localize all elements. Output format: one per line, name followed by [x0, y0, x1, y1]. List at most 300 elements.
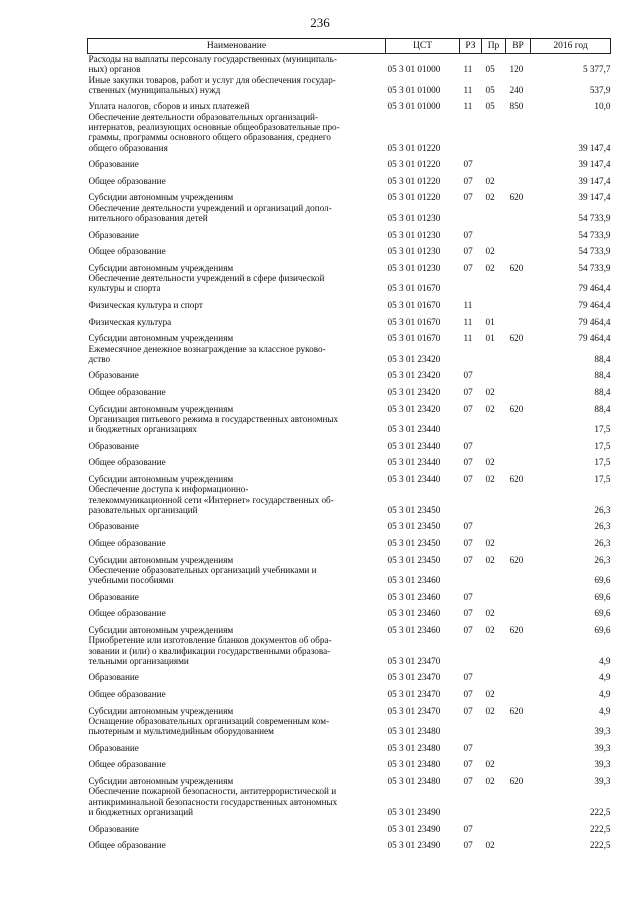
row-vr: 620	[509, 473, 524, 484]
row-amount: 5 377,7	[582, 64, 611, 75]
row-amount: 39 147,4	[578, 192, 611, 203]
row-pr	[482, 273, 506, 294]
row-rz: 07	[463, 759, 473, 770]
row-pr	[482, 153, 506, 170]
row-cst: 05 3 01 23470	[387, 655, 441, 666]
row-cst: 05 3 01 01220	[387, 142, 441, 153]
row-pr: 02	[485, 246, 495, 257]
row-pr: 02	[485, 175, 495, 186]
row-vr	[506, 153, 531, 170]
row-name	[88, 414, 386, 435]
table-row	[88, 153, 611, 170]
row-vr	[506, 737, 531, 754]
row-pr	[482, 364, 506, 381]
row-rz: 07	[463, 840, 473, 851]
row-pr: 02	[485, 608, 495, 619]
table-row	[88, 294, 611, 311]
row-name	[88, 666, 386, 683]
row-name	[88, 294, 386, 311]
row-rz: 07	[463, 521, 473, 532]
row-amount: 17,5	[594, 424, 611, 435]
row-name	[88, 515, 386, 532]
row-pr: 02	[485, 840, 495, 851]
row-amount: 4,9	[599, 689, 611, 700]
row-amount: 69,6	[594, 575, 611, 586]
row-name-line: Общее образование	[88, 386, 166, 397]
row-rz: 07	[463, 440, 473, 451]
row-name	[88, 240, 386, 257]
row-name	[88, 186, 386, 203]
row-vr	[506, 484, 531, 515]
row-amount: 79 464,4	[578, 283, 611, 294]
row-rz	[460, 203, 482, 224]
row-cst: 05 3 01 23440	[387, 440, 441, 451]
row-cst: 05 3 01 23490	[387, 823, 441, 834]
table-row	[88, 327, 611, 344]
row-pr: 02	[485, 689, 495, 700]
row-cst: 05 3 01 23480	[387, 726, 441, 737]
row-pr	[482, 635, 506, 666]
row-name-line: Обеспечение пожарной безопасности, антитеррористической и	[88, 786, 337, 797]
row-vr	[506, 310, 531, 327]
row-vr	[506, 434, 531, 451]
row-rz: 07	[463, 608, 473, 619]
row-name	[88, 112, 386, 153]
table-row	[88, 532, 611, 549]
row-pr: 02	[485, 759, 495, 770]
row-name-line: Общее образование	[88, 689, 166, 700]
row-rz	[460, 635, 482, 666]
row-pr: 02	[485, 403, 495, 414]
row-cst: 05 3 01 23460	[387, 625, 441, 635]
table-row	[88, 683, 611, 700]
row-name-line: Общее образование	[88, 759, 166, 770]
row-amount: 88,4	[594, 370, 611, 381]
row-amount: 54 733,9	[578, 229, 611, 240]
row-amount: 79 464,4	[578, 333, 611, 344]
row-amount: 26,3	[594, 521, 611, 532]
row-amount: 222,5	[589, 840, 611, 851]
row-amount: 69,6	[594, 608, 611, 619]
row-rz	[460, 786, 482, 817]
row-vr	[506, 240, 531, 257]
row-pr: 02	[485, 705, 495, 716]
row-name	[88, 153, 386, 170]
row-amount: 39 147,4	[578, 175, 611, 186]
row-name	[88, 223, 386, 240]
row-pr: 02	[485, 262, 495, 273]
row-name	[88, 716, 386, 737]
row-name-line: Организация питьевого режима в государственных автономных	[88, 413, 339, 424]
table-row	[88, 666, 611, 683]
row-amount: 537,9	[589, 84, 611, 95]
row-rz: 11	[463, 300, 473, 311]
row-rz	[460, 716, 482, 737]
table-row	[88, 223, 611, 240]
row-rz: 07	[463, 229, 473, 240]
row-name-line: Образование	[88, 159, 139, 170]
row-vr: 120	[509, 64, 524, 75]
row-name	[88, 699, 386, 716]
row-name-line: телекоммуникационной сети «Интернет» государственных об-	[88, 494, 334, 505]
row-amount: 26,3	[594, 504, 611, 515]
row-rz: 11	[463, 84, 473, 95]
table-row	[88, 257, 611, 274]
row-vr: 620	[509, 705, 524, 716]
row-cst: 05 3 01 01000	[387, 101, 441, 112]
row-amount: 39,3	[594, 776, 611, 787]
row-pr: 02	[485, 776, 495, 787]
row-name-line: Образование	[88, 229, 139, 240]
row-cst: 05 3 01 01220	[387, 175, 441, 186]
row-name-line: Субсидии автономным учреждениям	[88, 473, 234, 484]
row-cst: 05 3 01 23460	[387, 591, 441, 602]
row-pr	[482, 586, 506, 603]
row-vr: 620	[509, 192, 524, 203]
table-row	[88, 515, 611, 532]
row-rz: 07	[463, 538, 473, 549]
row-cst: 05 3 01 01000	[387, 64, 441, 75]
row-pr: 05	[485, 64, 495, 75]
row-cst: 05 3 01 23450	[387, 504, 441, 515]
row-amount: 10,0	[594, 101, 611, 112]
row-rz	[460, 112, 482, 153]
row-rz: 07	[463, 705, 473, 716]
row-pr	[482, 112, 506, 153]
row-pr: 01	[485, 316, 495, 327]
row-rz: 11	[463, 333, 473, 344]
row-name	[88, 635, 386, 666]
row-name	[88, 203, 386, 224]
row-vr	[506, 344, 531, 365]
row-cst: 05 3 01 23470	[387, 672, 441, 683]
row-cst: 05 3 01 23440	[387, 424, 441, 435]
row-name-line: Образование	[88, 591, 139, 602]
table-row	[88, 381, 611, 398]
row-cst: 05 3 01 23480	[387, 742, 441, 753]
row-pr	[482, 344, 506, 365]
row-amount: 26,3	[594, 538, 611, 549]
row-vr	[506, 753, 531, 770]
row-vr	[506, 602, 531, 619]
table-row	[88, 586, 611, 603]
table-row	[88, 54, 611, 75]
row-amount: 79 464,4	[578, 316, 611, 327]
row-vr	[506, 381, 531, 398]
row-rz	[460, 565, 482, 586]
row-pr: 01	[485, 333, 495, 344]
row-amount: 69,6	[594, 591, 611, 602]
row-name-line: пьютерным и мультимедийным оборудованием	[88, 726, 274, 737]
row-cst: 05 3 01 01220	[387, 159, 441, 170]
table-row	[88, 770, 611, 787]
row-vr: 620	[509, 333, 524, 344]
table-row	[88, 344, 611, 365]
row-pr	[482, 434, 506, 451]
row-rz: 07	[463, 473, 473, 484]
row-rz: 07	[463, 370, 473, 381]
table-row	[88, 565, 611, 586]
row-name-line: граммы, программы основного общего образования, среднего	[88, 132, 332, 143]
row-cst: 05 3 01 01670	[387, 300, 441, 311]
row-amount: 17,5	[594, 457, 611, 468]
row-rz: 07	[463, 403, 473, 414]
row-pr: 05	[485, 101, 495, 112]
table-row	[88, 619, 611, 636]
row-cst: 05 3 01 23440	[387, 457, 441, 468]
row-cst: 05 3 01 23490	[387, 840, 441, 851]
row-pr	[482, 203, 506, 224]
row-pr: 02	[485, 386, 495, 397]
row-rz: 07	[463, 246, 473, 257]
row-rz: 07	[463, 386, 473, 397]
header-pr: Пр	[482, 39, 506, 54]
row-amount: 222,5	[589, 823, 611, 834]
row-pr: 02	[485, 538, 495, 549]
header-year: 2016 год	[531, 39, 611, 54]
row-name-line: Субсидии автономным учреждениям	[88, 333, 234, 344]
row-pr	[482, 294, 506, 311]
row-name	[88, 344, 386, 365]
row-name-line: Образование	[88, 521, 139, 532]
table-row	[88, 451, 611, 468]
row-vr	[506, 414, 531, 435]
row-cst: 05 3 01 01670	[387, 283, 441, 294]
row-name-line: Обеспечение деятельности образовательных организаций-	[88, 111, 319, 122]
row-name-line: Обеспечение деятельности учреждений и организаций допол-	[88, 202, 332, 213]
row-name-line: Субсидии автономным учреждениям	[88, 776, 234, 787]
row-name-line: Обеспечение образовательных организаций учебниками и	[88, 564, 317, 575]
row-name-line: Приобретение или изготовление бланков документов об обра-	[88, 635, 332, 646]
row-vr: 620	[509, 625, 524, 635]
row-vr	[506, 451, 531, 468]
row-amount: 17,5	[594, 473, 611, 484]
row-amount: 17,5	[594, 440, 611, 451]
row-rz: 07	[463, 742, 473, 753]
row-name-line: и бюджетных организаций	[88, 806, 194, 817]
row-cst: 05 3 01 23460	[387, 608, 441, 619]
row-name	[88, 397, 386, 414]
row-name	[88, 484, 386, 515]
row-name-line: Общее образование	[88, 457, 166, 468]
row-name-line: Субсидии автономным учреждениям	[88, 625, 234, 635]
row-name-line: зовании и (или) о квалификации государственными образова-	[88, 645, 331, 656]
row-name-line: Образование	[88, 370, 139, 381]
row-amount: 88,4	[594, 403, 611, 414]
table-row	[88, 414, 611, 435]
row-vr	[506, 786, 531, 817]
row-name-line: Субсидии автономным учреждениям	[88, 403, 234, 414]
row-vr	[506, 294, 531, 311]
row-amount: 39,3	[594, 742, 611, 753]
row-name	[88, 532, 386, 549]
row-vr	[506, 716, 531, 737]
row-rz: 11	[463, 101, 473, 112]
table-row	[88, 548, 611, 565]
row-rz: 07	[463, 159, 473, 170]
row-amount: 54 733,9	[578, 262, 611, 273]
row-rz: 07	[463, 625, 473, 635]
row-name	[88, 737, 386, 754]
row-name-line: Образование	[88, 672, 139, 683]
row-name	[88, 602, 386, 619]
row-name-line: Субсидии автономным учреждениям	[88, 705, 234, 716]
header-rz: РЗ	[460, 39, 482, 54]
table-row	[88, 273, 611, 294]
row-vr	[506, 112, 531, 153]
table-row	[88, 716, 611, 737]
row-cst: 05 3 01 23450	[387, 554, 441, 565]
row-pr: 02	[485, 192, 495, 203]
row-name	[88, 257, 386, 274]
row-vr: 620	[509, 262, 524, 273]
table-body	[88, 54, 611, 851]
row-pr	[482, 223, 506, 240]
table-row	[88, 786, 611, 817]
row-name-line: Расходы на выплаты персоналу государственных (муниципаль-	[88, 54, 337, 64]
row-name	[88, 786, 386, 817]
row-amount: 26,3	[594, 554, 611, 565]
row-pr: 02	[485, 625, 495, 635]
row-vr	[506, 635, 531, 666]
table-row	[88, 434, 611, 451]
row-name-line: Ежемесячное денежное вознаграждение за классное руково-	[88, 343, 326, 354]
table-row	[88, 699, 611, 716]
row-rz	[460, 273, 482, 294]
row-amount: 54 733,9	[578, 213, 611, 224]
row-amount: 39,3	[594, 759, 611, 770]
row-amount: 79 464,4	[578, 300, 611, 311]
table-row	[88, 364, 611, 381]
row-name	[88, 834, 386, 851]
row-rz: 07	[463, 554, 473, 565]
row-cst: 05 3 01 23470	[387, 705, 441, 716]
row-vr	[506, 203, 531, 224]
row-name	[88, 468, 386, 485]
row-name	[88, 548, 386, 565]
row-name	[88, 753, 386, 770]
row-rz: 11	[463, 64, 473, 75]
row-rz: 07	[463, 672, 473, 683]
table-row	[88, 170, 611, 187]
row-pr: 05	[485, 84, 495, 95]
row-cst: 05 3 01 23420	[387, 370, 441, 381]
row-cst: 05 3 01 01000	[387, 84, 441, 95]
row-name-line: тельными организациями	[88, 655, 189, 666]
row-pr	[482, 515, 506, 532]
row-name	[88, 95, 386, 112]
row-name-line: Иные закупки товаров, работ и услуг для обеспечения государ-	[88, 74, 336, 85]
row-amount: 39 147,4	[578, 142, 611, 153]
row-rz: 07	[463, 192, 473, 203]
row-cst: 05 3 01 01230	[387, 246, 441, 257]
row-vr	[506, 170, 531, 187]
row-vr	[506, 666, 531, 683]
row-name-line: общего образования	[88, 142, 168, 153]
row-vr: 620	[509, 554, 524, 565]
row-vr: 850	[509, 101, 524, 112]
row-name-line: Физическая культура	[88, 316, 172, 327]
row-vr	[506, 565, 531, 586]
table-row	[88, 834, 611, 851]
row-name	[88, 310, 386, 327]
row-name-line: Субсидии автономным учреждениям	[88, 262, 234, 273]
row-cst: 05 3 01 23450	[387, 521, 441, 532]
row-amount: 69,6	[594, 625, 611, 635]
row-cst: 05 3 01 23480	[387, 776, 441, 787]
row-amount: 39,3	[594, 726, 611, 737]
row-pr: 02	[485, 473, 495, 484]
table-row	[88, 468, 611, 485]
row-cst: 05 3 01 01230	[387, 262, 441, 273]
row-name-line: Общее образование	[88, 608, 166, 619]
row-name-line: Обеспечение деятельности учреждений в сфере физической	[88, 273, 325, 284]
row-amount: 4,9	[599, 672, 611, 683]
header-vr: ВР	[506, 39, 531, 54]
table-row	[88, 112, 611, 153]
row-name-line: Физическая культура и спорт	[88, 300, 203, 311]
table-row	[88, 95, 611, 112]
row-name	[88, 683, 386, 700]
budget-table	[87, 38, 611, 850]
row-vr	[506, 586, 531, 603]
row-cst: 05 3 01 01220	[387, 192, 441, 203]
table-row	[88, 737, 611, 754]
row-name-line: Оснащение образовательных организаций современным ком-	[88, 715, 330, 726]
row-pr	[482, 414, 506, 435]
row-cst: 05 3 01 23420	[387, 353, 441, 364]
table-row	[88, 817, 611, 834]
row-name	[88, 381, 386, 398]
row-name	[88, 75, 386, 96]
row-cst: 05 3 01 23460	[387, 575, 441, 586]
row-name	[88, 364, 386, 381]
table-row	[88, 203, 611, 224]
row-pr	[482, 716, 506, 737]
table-row	[88, 602, 611, 619]
row-cst: 05 3 01 23420	[387, 386, 441, 397]
row-vr	[506, 223, 531, 240]
row-name-line: Уплата налогов, сборов и иных платежей	[88, 101, 250, 112]
row-name-line: ственных (муниципальных) нужд	[88, 84, 221, 95]
page-number: 236	[310, 15, 330, 30]
row-cst: 05 3 01 01230	[387, 213, 441, 224]
row-rz	[460, 414, 482, 435]
row-name	[88, 619, 386, 636]
row-name-line: Общее образование	[88, 246, 166, 257]
header-cst: ЦСТ	[386, 39, 460, 54]
row-rz: 11	[463, 316, 473, 327]
row-name-line: дство	[88, 353, 111, 364]
row-vr	[506, 515, 531, 532]
row-rz: 07	[463, 262, 473, 273]
row-name	[88, 770, 386, 787]
row-name-line: Субсидии автономным учреждениям	[88, 554, 234, 565]
row-pr	[482, 666, 506, 683]
row-name-line: разовательных организаций	[88, 504, 198, 515]
row-vr: 620	[509, 776, 524, 787]
row-name	[88, 273, 386, 294]
table-header	[88, 39, 611, 54]
row-name	[88, 586, 386, 603]
row-name-line: нительного образования детей	[88, 213, 208, 224]
row-name	[88, 54, 386, 75]
row-pr: 02	[485, 554, 495, 565]
table-row	[88, 753, 611, 770]
row-name-line: и бюджетных организациях	[88, 424, 197, 435]
row-amount: 88,4	[594, 386, 611, 397]
row-cst: 05 3 01 01230	[387, 229, 441, 240]
